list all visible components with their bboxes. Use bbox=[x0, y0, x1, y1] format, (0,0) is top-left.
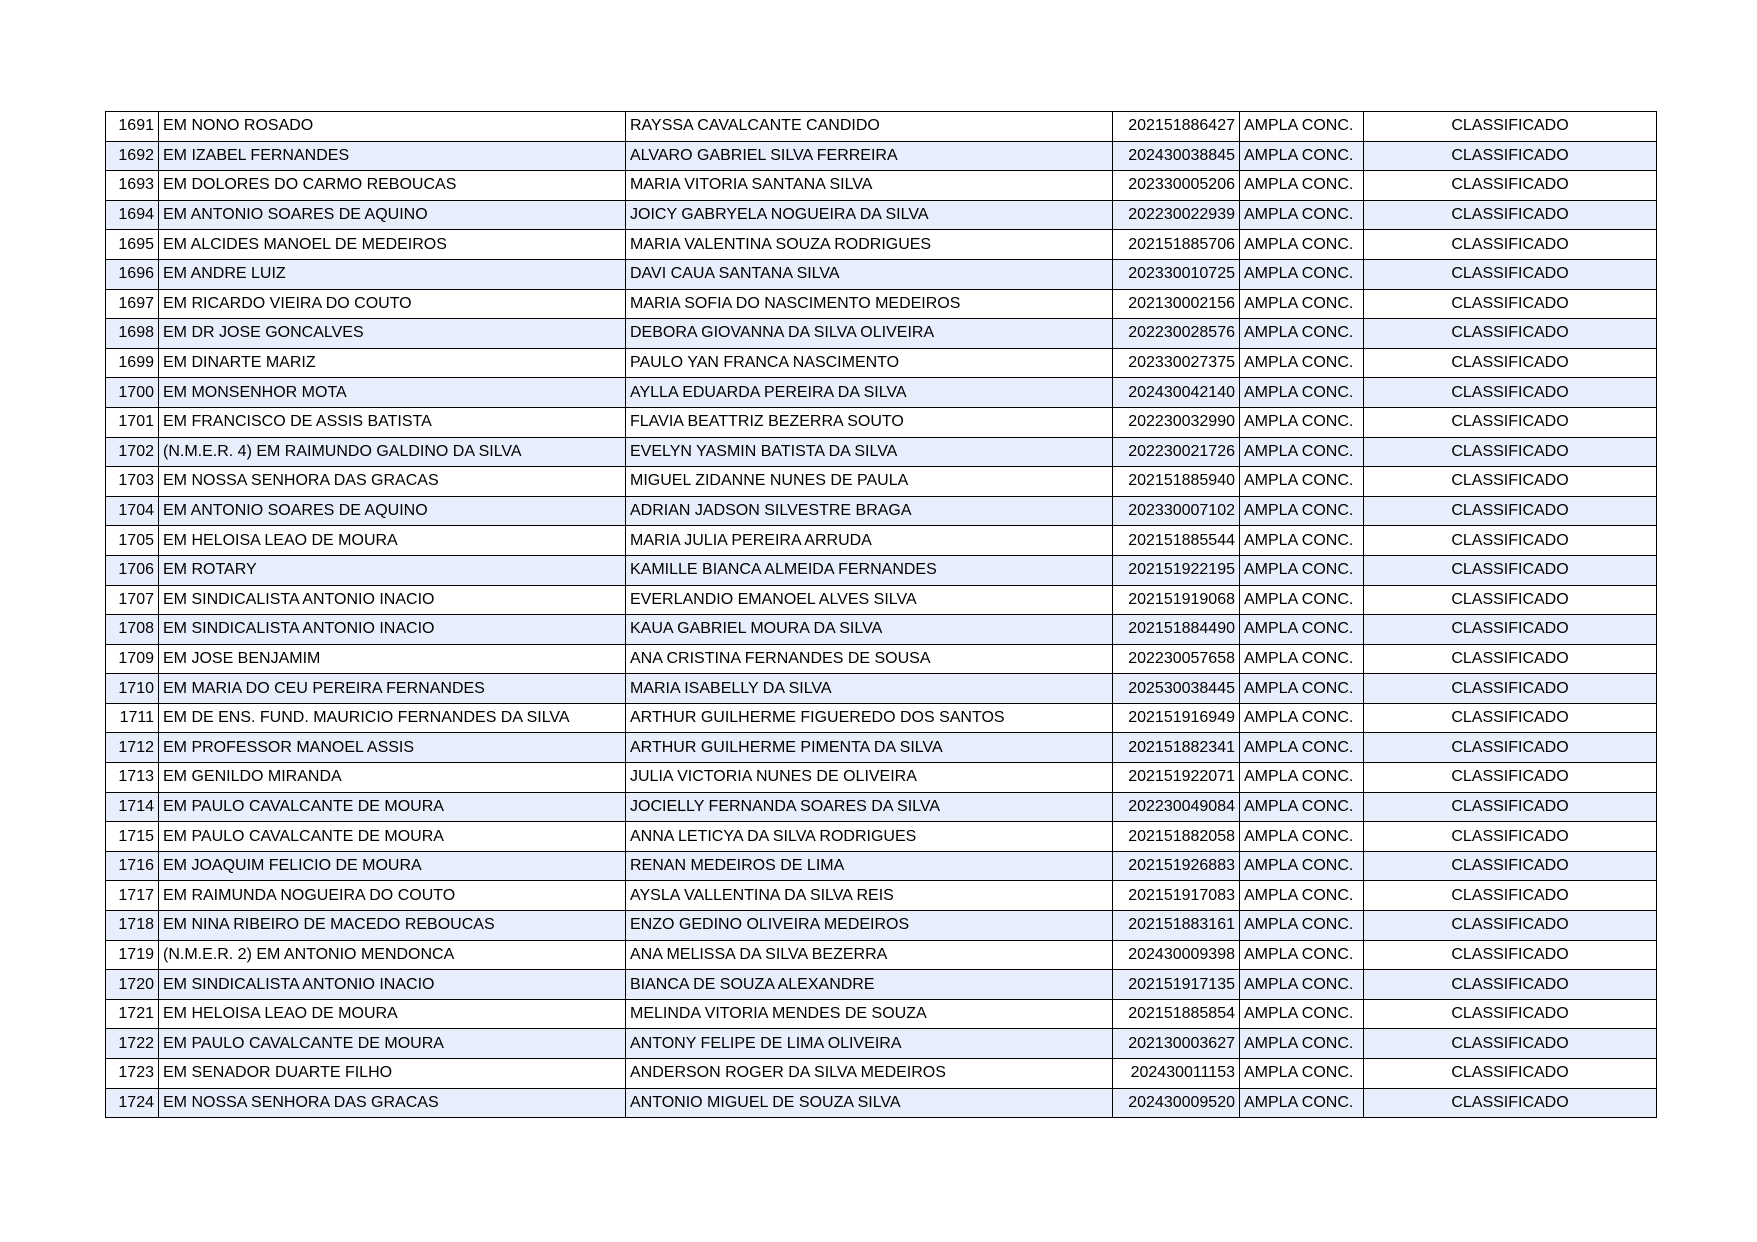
school-name: EM ANTONIO SOARES DE AQUINO bbox=[159, 200, 626, 230]
table-row bbox=[106, 407, 1657, 437]
student-name: MARIA VALENTINA SOUZA RODRIGUES bbox=[626, 230, 1113, 260]
admission-category: AMPLA CONC. bbox=[1240, 1059, 1364, 1089]
row-number: 1724 bbox=[106, 1088, 159, 1118]
registration-number: 202151926883 bbox=[1113, 851, 1240, 881]
student-name: KAUA GABRIEL MOURA DA SILVA bbox=[626, 615, 1113, 645]
student-name: ANNA LETICYA DA SILVA RODRIGUES bbox=[626, 822, 1113, 852]
registration-number: 202151919068 bbox=[1113, 585, 1240, 615]
student-name: MIGUEL ZIDANNE NUNES DE PAULA bbox=[626, 467, 1113, 497]
table-row bbox=[106, 1059, 1657, 1089]
school-name: EM NONO ROSADO bbox=[159, 112, 626, 142]
registration-number: 202151917083 bbox=[1113, 881, 1240, 911]
registration-number: 202151885544 bbox=[1113, 526, 1240, 556]
admission-category: AMPLA CONC. bbox=[1240, 585, 1364, 615]
classification-status: CLASSIFICADO bbox=[1364, 319, 1657, 349]
table-row bbox=[106, 171, 1657, 201]
school-name: EM SINDICALISTA ANTONIO INACIO bbox=[159, 585, 626, 615]
row-number: 1695 bbox=[106, 230, 159, 260]
table-row bbox=[106, 1029, 1657, 1059]
classification-status: CLASSIFICADO bbox=[1364, 703, 1657, 733]
table-row bbox=[106, 289, 1657, 319]
admission-category: AMPLA CONC. bbox=[1240, 526, 1364, 556]
registration-number: 202151885706 bbox=[1113, 230, 1240, 260]
classification-status: CLASSIFICADO bbox=[1364, 733, 1657, 763]
table-row bbox=[106, 230, 1657, 260]
admission-category: AMPLA CONC. bbox=[1240, 289, 1364, 319]
school-name: EM FRANCISCO DE ASSIS BATISTA bbox=[159, 407, 626, 437]
registration-number: 202230057658 bbox=[1113, 644, 1240, 674]
student-name: ANA MELISSA DA SILVA BEZERRA bbox=[626, 940, 1113, 970]
classification-status: CLASSIFICADO bbox=[1364, 141, 1657, 171]
admission-category: AMPLA CONC. bbox=[1240, 674, 1364, 704]
school-name: EM ANTONIO SOARES DE AQUINO bbox=[159, 496, 626, 526]
classification-status: CLASSIFICADO bbox=[1364, 999, 1657, 1029]
student-name: FLAVIA BEATTRIZ BEZERRA SOUTO bbox=[626, 407, 1113, 437]
table-row bbox=[106, 703, 1657, 733]
school-name: EM HELOISA LEAO DE MOURA bbox=[159, 526, 626, 556]
table-row bbox=[106, 319, 1657, 349]
table-row bbox=[106, 437, 1657, 467]
table-row bbox=[106, 526, 1657, 556]
row-number: 1703 bbox=[106, 467, 159, 497]
table-row bbox=[106, 940, 1657, 970]
table-row bbox=[106, 851, 1657, 881]
row-number: 1710 bbox=[106, 674, 159, 704]
school-name: EM ANDRE LUIZ bbox=[159, 259, 626, 289]
student-name: MARIA VITORIA SANTANA SILVA bbox=[626, 171, 1113, 201]
student-name: JULIA VICTORIA NUNES DE OLIVEIRA bbox=[626, 763, 1113, 793]
table-row bbox=[106, 644, 1657, 674]
student-name: ENZO GEDINO OLIVEIRA MEDEIROS bbox=[626, 911, 1113, 941]
school-name: EM MONSENHOR MOTA bbox=[159, 378, 626, 408]
row-number: 1712 bbox=[106, 733, 159, 763]
registration-number: 202151922195 bbox=[1113, 555, 1240, 585]
registration-number: 202151916949 bbox=[1113, 703, 1240, 733]
registration-number: 202130003627 bbox=[1113, 1029, 1240, 1059]
table-row bbox=[106, 970, 1657, 1000]
school-name: EM SINDICALISTA ANTONIO INACIO bbox=[159, 970, 626, 1000]
table-row bbox=[106, 763, 1657, 793]
row-number: 1694 bbox=[106, 200, 159, 230]
row-number: 1708 bbox=[106, 615, 159, 645]
registration-number: 202430042140 bbox=[1113, 378, 1240, 408]
table-row bbox=[106, 1088, 1657, 1118]
student-name: BIANCA DE SOUZA ALEXANDRE bbox=[626, 970, 1113, 1000]
school-name: EM NOSSA SENHORA DAS GRACAS bbox=[159, 1088, 626, 1118]
row-number: 1714 bbox=[106, 792, 159, 822]
school-name: EM PROFESSOR MANOEL ASSIS bbox=[159, 733, 626, 763]
school-name: EM IZABEL FERNANDES bbox=[159, 141, 626, 171]
admission-category: AMPLA CONC. bbox=[1240, 881, 1364, 911]
student-name: ALVARO GABRIEL SILVA FERREIRA bbox=[626, 141, 1113, 171]
student-name: ANA CRISTINA FERNANDES DE SOUSA bbox=[626, 644, 1113, 674]
school-name: EM DOLORES DO CARMO REBOUCAS bbox=[159, 171, 626, 201]
table-row bbox=[106, 348, 1657, 378]
table-row bbox=[106, 585, 1657, 615]
classification-status: CLASSIFICADO bbox=[1364, 1088, 1657, 1118]
admission-category: AMPLA CONC. bbox=[1240, 970, 1364, 1000]
table-row bbox=[106, 467, 1657, 497]
student-name: PAULO YAN FRANCA NASCIMENTO bbox=[626, 348, 1113, 378]
classification-status: CLASSIFICADO bbox=[1364, 792, 1657, 822]
row-number: 1699 bbox=[106, 348, 159, 378]
student-name: KAMILLE BIANCA ALMEIDA FERNANDES bbox=[626, 555, 1113, 585]
admission-category: AMPLA CONC. bbox=[1240, 703, 1364, 733]
row-number: 1697 bbox=[106, 289, 159, 319]
table-row bbox=[106, 822, 1657, 852]
school-name: EM ALCIDES MANOEL DE MEDEIROS bbox=[159, 230, 626, 260]
school-name: EM JOAQUIM FELICIO DE MOURA bbox=[159, 851, 626, 881]
classification-status: CLASSIFICADO bbox=[1364, 378, 1657, 408]
table-row bbox=[106, 555, 1657, 585]
classification-status: CLASSIFICADO bbox=[1364, 585, 1657, 615]
table-row bbox=[106, 496, 1657, 526]
admission-category: AMPLA CONC. bbox=[1240, 319, 1364, 349]
admission-category: AMPLA CONC. bbox=[1240, 555, 1364, 585]
registration-number: 202151882058 bbox=[1113, 822, 1240, 852]
classification-status: CLASSIFICADO bbox=[1364, 496, 1657, 526]
student-name: JOCIELLY FERNANDA SOARES DA SILVA bbox=[626, 792, 1113, 822]
table-row bbox=[106, 881, 1657, 911]
classification-status: CLASSIFICADO bbox=[1364, 674, 1657, 704]
row-number: 1718 bbox=[106, 911, 159, 941]
admission-category: AMPLA CONC. bbox=[1240, 1029, 1364, 1059]
student-name: ANDERSON ROGER DA SILVA MEDEIROS bbox=[626, 1059, 1113, 1089]
classification-status: CLASSIFICADO bbox=[1364, 763, 1657, 793]
admission-category: AMPLA CONC. bbox=[1240, 644, 1364, 674]
school-name: EM DR JOSE GONCALVES bbox=[159, 319, 626, 349]
row-number: 1720 bbox=[106, 970, 159, 1000]
table-row bbox=[106, 615, 1657, 645]
student-name: EVERLANDIO EMANOEL ALVES SILVA bbox=[626, 585, 1113, 615]
registration-number: 202430009398 bbox=[1113, 940, 1240, 970]
results-sheet bbox=[105, 111, 1656, 1118]
school-name: EM JOSE BENJAMIM bbox=[159, 644, 626, 674]
table-row bbox=[106, 141, 1657, 171]
registration-number: 202151886427 bbox=[1113, 112, 1240, 142]
admission-category: AMPLA CONC. bbox=[1240, 615, 1364, 645]
school-name: EM NINA RIBEIRO DE MACEDO REBOUCAS bbox=[159, 911, 626, 941]
registration-number: 202430009520 bbox=[1113, 1088, 1240, 1118]
row-number: 1719 bbox=[106, 940, 159, 970]
row-number: 1693 bbox=[106, 171, 159, 201]
student-name: EVELYN YASMIN BATISTA DA SILVA bbox=[626, 437, 1113, 467]
classification-status: CLASSIFICADO bbox=[1364, 467, 1657, 497]
classification-status: CLASSIFICADO bbox=[1364, 526, 1657, 556]
registration-number: 202530038445 bbox=[1113, 674, 1240, 704]
classification-status: CLASSIFICADO bbox=[1364, 851, 1657, 881]
classification-status: CLASSIFICADO bbox=[1364, 407, 1657, 437]
admission-category: AMPLA CONC. bbox=[1240, 348, 1364, 378]
admission-category: AMPLA CONC. bbox=[1240, 171, 1364, 201]
classification-status: CLASSIFICADO bbox=[1364, 437, 1657, 467]
admission-category: AMPLA CONC. bbox=[1240, 112, 1364, 142]
row-number: 1711 bbox=[106, 703, 159, 733]
school-name: EM RAIMUNDA NOGUEIRA DO COUTO bbox=[159, 881, 626, 911]
table-row bbox=[106, 911, 1657, 941]
admission-category: AMPLA CONC. bbox=[1240, 792, 1364, 822]
classification-status: CLASSIFICADO bbox=[1364, 200, 1657, 230]
row-number: 1706 bbox=[106, 555, 159, 585]
admission-category: AMPLA CONC. bbox=[1240, 467, 1364, 497]
classification-status: CLASSIFICADO bbox=[1364, 230, 1657, 260]
student-name: MARIA SOFIA DO NASCIMENTO MEDEIROS bbox=[626, 289, 1113, 319]
admission-category: AMPLA CONC. bbox=[1240, 141, 1364, 171]
admission-category: AMPLA CONC. bbox=[1240, 851, 1364, 881]
row-number: 1701 bbox=[106, 407, 159, 437]
table-row bbox=[106, 378, 1657, 408]
admission-category: AMPLA CONC. bbox=[1240, 999, 1364, 1029]
student-name: MELINDA VITORIA MENDES DE SOUZA bbox=[626, 999, 1113, 1029]
student-name: JOICY GABRYELA NOGUEIRA DA SILVA bbox=[626, 200, 1113, 230]
student-name: MARIA JULIA PEREIRA ARRUDA bbox=[626, 526, 1113, 556]
table-row bbox=[106, 259, 1657, 289]
row-number: 1721 bbox=[106, 999, 159, 1029]
school-name: EM HELOISA LEAO DE MOURA bbox=[159, 999, 626, 1029]
admission-category: AMPLA CONC. bbox=[1240, 1088, 1364, 1118]
classification-status: CLASSIFICADO bbox=[1364, 644, 1657, 674]
registration-number: 202230032990 bbox=[1113, 407, 1240, 437]
row-number: 1692 bbox=[106, 141, 159, 171]
admission-category: AMPLA CONC. bbox=[1240, 200, 1364, 230]
row-number: 1704 bbox=[106, 496, 159, 526]
school-name: EM GENILDO MIRANDA bbox=[159, 763, 626, 793]
classification-status: CLASSIFICADO bbox=[1364, 940, 1657, 970]
registration-number: 202130002156 bbox=[1113, 289, 1240, 319]
row-number: 1716 bbox=[106, 851, 159, 881]
row-number: 1707 bbox=[106, 585, 159, 615]
results-table bbox=[105, 111, 1657, 1118]
student-name: ANTONIO MIGUEL DE SOUZA SILVA bbox=[626, 1088, 1113, 1118]
registration-number: 202151885940 bbox=[1113, 467, 1240, 497]
classification-status: CLASSIFICADO bbox=[1364, 289, 1657, 319]
classification-status: CLASSIFICADO bbox=[1364, 555, 1657, 585]
admission-category: AMPLA CONC. bbox=[1240, 763, 1364, 793]
classification-status: CLASSIFICADO bbox=[1364, 1059, 1657, 1089]
row-number: 1691 bbox=[106, 112, 159, 142]
student-name: DEBORA GIOVANNA DA SILVA OLIVEIRA bbox=[626, 319, 1113, 349]
registration-number: 202330010725 bbox=[1113, 259, 1240, 289]
registration-number: 202151922071 bbox=[1113, 763, 1240, 793]
student-name: RAYSSA CAVALCANTE CANDIDO bbox=[626, 112, 1113, 142]
admission-category: AMPLA CONC. bbox=[1240, 378, 1364, 408]
row-number: 1709 bbox=[106, 644, 159, 674]
row-number: 1705 bbox=[106, 526, 159, 556]
row-number: 1717 bbox=[106, 881, 159, 911]
school-name: (N.M.E.R. 2) EM ANTONIO MENDONCA bbox=[159, 940, 626, 970]
school-name: EM MARIA DO CEU PEREIRA FERNANDES bbox=[159, 674, 626, 704]
classification-status: CLASSIFICADO bbox=[1364, 348, 1657, 378]
row-number: 1696 bbox=[106, 259, 159, 289]
registration-number: 202151885854 bbox=[1113, 999, 1240, 1029]
school-name: EM DE ENS. FUND. MAURICIO FERNANDES DA SILVA bbox=[159, 703, 626, 733]
student-name: ANTONY FELIPE DE LIMA OLIVEIRA bbox=[626, 1029, 1113, 1059]
row-number: 1700 bbox=[106, 378, 159, 408]
admission-category: AMPLA CONC. bbox=[1240, 940, 1364, 970]
school-name: EM SENADOR DUARTE FILHO bbox=[159, 1059, 626, 1089]
school-name: EM PAULO CAVALCANTE DE MOURA bbox=[159, 1029, 626, 1059]
school-name: EM DINARTE MARIZ bbox=[159, 348, 626, 378]
admission-category: AMPLA CONC. bbox=[1240, 407, 1364, 437]
results-table-body bbox=[106, 112, 1657, 1118]
admission-category: AMPLA CONC. bbox=[1240, 496, 1364, 526]
student-name: DAVI CAUA SANTANA SILVA bbox=[626, 259, 1113, 289]
classification-status: CLASSIFICADO bbox=[1364, 112, 1657, 142]
row-number: 1723 bbox=[106, 1059, 159, 1089]
student-name: ARTHUR GUILHERME FIGUEREDO DOS SANTOS bbox=[626, 703, 1113, 733]
classification-status: CLASSIFICADO bbox=[1364, 615, 1657, 645]
school-name: EM PAULO CAVALCANTE DE MOURA bbox=[159, 792, 626, 822]
school-name: EM PAULO CAVALCANTE DE MOURA bbox=[159, 822, 626, 852]
student-name: ADRIAN JADSON SILVESTRE BRAGA bbox=[626, 496, 1113, 526]
registration-number: 202430038845 bbox=[1113, 141, 1240, 171]
student-name: MARIA ISABELLY DA SILVA bbox=[626, 674, 1113, 704]
table-row bbox=[106, 733, 1657, 763]
classification-status: CLASSIFICADO bbox=[1364, 911, 1657, 941]
table-row bbox=[106, 792, 1657, 822]
registration-number: 202151917135 bbox=[1113, 970, 1240, 1000]
row-number: 1702 bbox=[106, 437, 159, 467]
classification-status: CLASSIFICADO bbox=[1364, 970, 1657, 1000]
student-name: AYLLA EDUARDA PEREIRA DA SILVA bbox=[626, 378, 1113, 408]
registration-number: 202430011153 bbox=[1113, 1059, 1240, 1089]
admission-category: AMPLA CONC. bbox=[1240, 259, 1364, 289]
school-name: EM RICARDO VIEIRA DO COUTO bbox=[159, 289, 626, 319]
student-name: RENAN MEDEIROS DE LIMA bbox=[626, 851, 1113, 881]
classification-status: CLASSIFICADO bbox=[1364, 171, 1657, 201]
table-row bbox=[106, 112, 1657, 142]
row-number: 1698 bbox=[106, 319, 159, 349]
student-name: ARTHUR GUILHERME PIMENTA DA SILVA bbox=[626, 733, 1113, 763]
registration-number: 202230049084 bbox=[1113, 792, 1240, 822]
admission-category: AMPLA CONC. bbox=[1240, 437, 1364, 467]
classification-status: CLASSIFICADO bbox=[1364, 1029, 1657, 1059]
registration-number: 202151884490 bbox=[1113, 615, 1240, 645]
table-row bbox=[106, 200, 1657, 230]
admission-category: AMPLA CONC. bbox=[1240, 733, 1364, 763]
admission-category: AMPLA CONC. bbox=[1240, 230, 1364, 260]
admission-category: AMPLA CONC. bbox=[1240, 822, 1364, 852]
registration-number: 202330005206 bbox=[1113, 171, 1240, 201]
row-number: 1722 bbox=[106, 1029, 159, 1059]
school-name: EM ROTARY bbox=[159, 555, 626, 585]
row-number: 1713 bbox=[106, 763, 159, 793]
school-name: (N.M.E.R. 4) EM RAIMUNDO GALDINO DA SILVA bbox=[159, 437, 626, 467]
registration-number: 202330027375 bbox=[1113, 348, 1240, 378]
row-number: 1715 bbox=[106, 822, 159, 852]
classification-status: CLASSIFICADO bbox=[1364, 881, 1657, 911]
classification-status: CLASSIFICADO bbox=[1364, 259, 1657, 289]
school-name: EM NOSSA SENHORA DAS GRACAS bbox=[159, 467, 626, 497]
registration-number: 202230028576 bbox=[1113, 319, 1240, 349]
school-name: EM SINDICALISTA ANTONIO INACIO bbox=[159, 615, 626, 645]
registration-number: 202151883161 bbox=[1113, 911, 1240, 941]
registration-number: 202330007102 bbox=[1113, 496, 1240, 526]
registration-number: 202230021726 bbox=[1113, 437, 1240, 467]
classification-status: CLASSIFICADO bbox=[1364, 822, 1657, 852]
student-name: AYSLA VALLENTINA DA SILVA REIS bbox=[626, 881, 1113, 911]
admission-category: AMPLA CONC. bbox=[1240, 911, 1364, 941]
table-row bbox=[106, 999, 1657, 1029]
registration-number: 202151882341 bbox=[1113, 733, 1240, 763]
registration-number: 202230022939 bbox=[1113, 200, 1240, 230]
table-row bbox=[106, 674, 1657, 704]
